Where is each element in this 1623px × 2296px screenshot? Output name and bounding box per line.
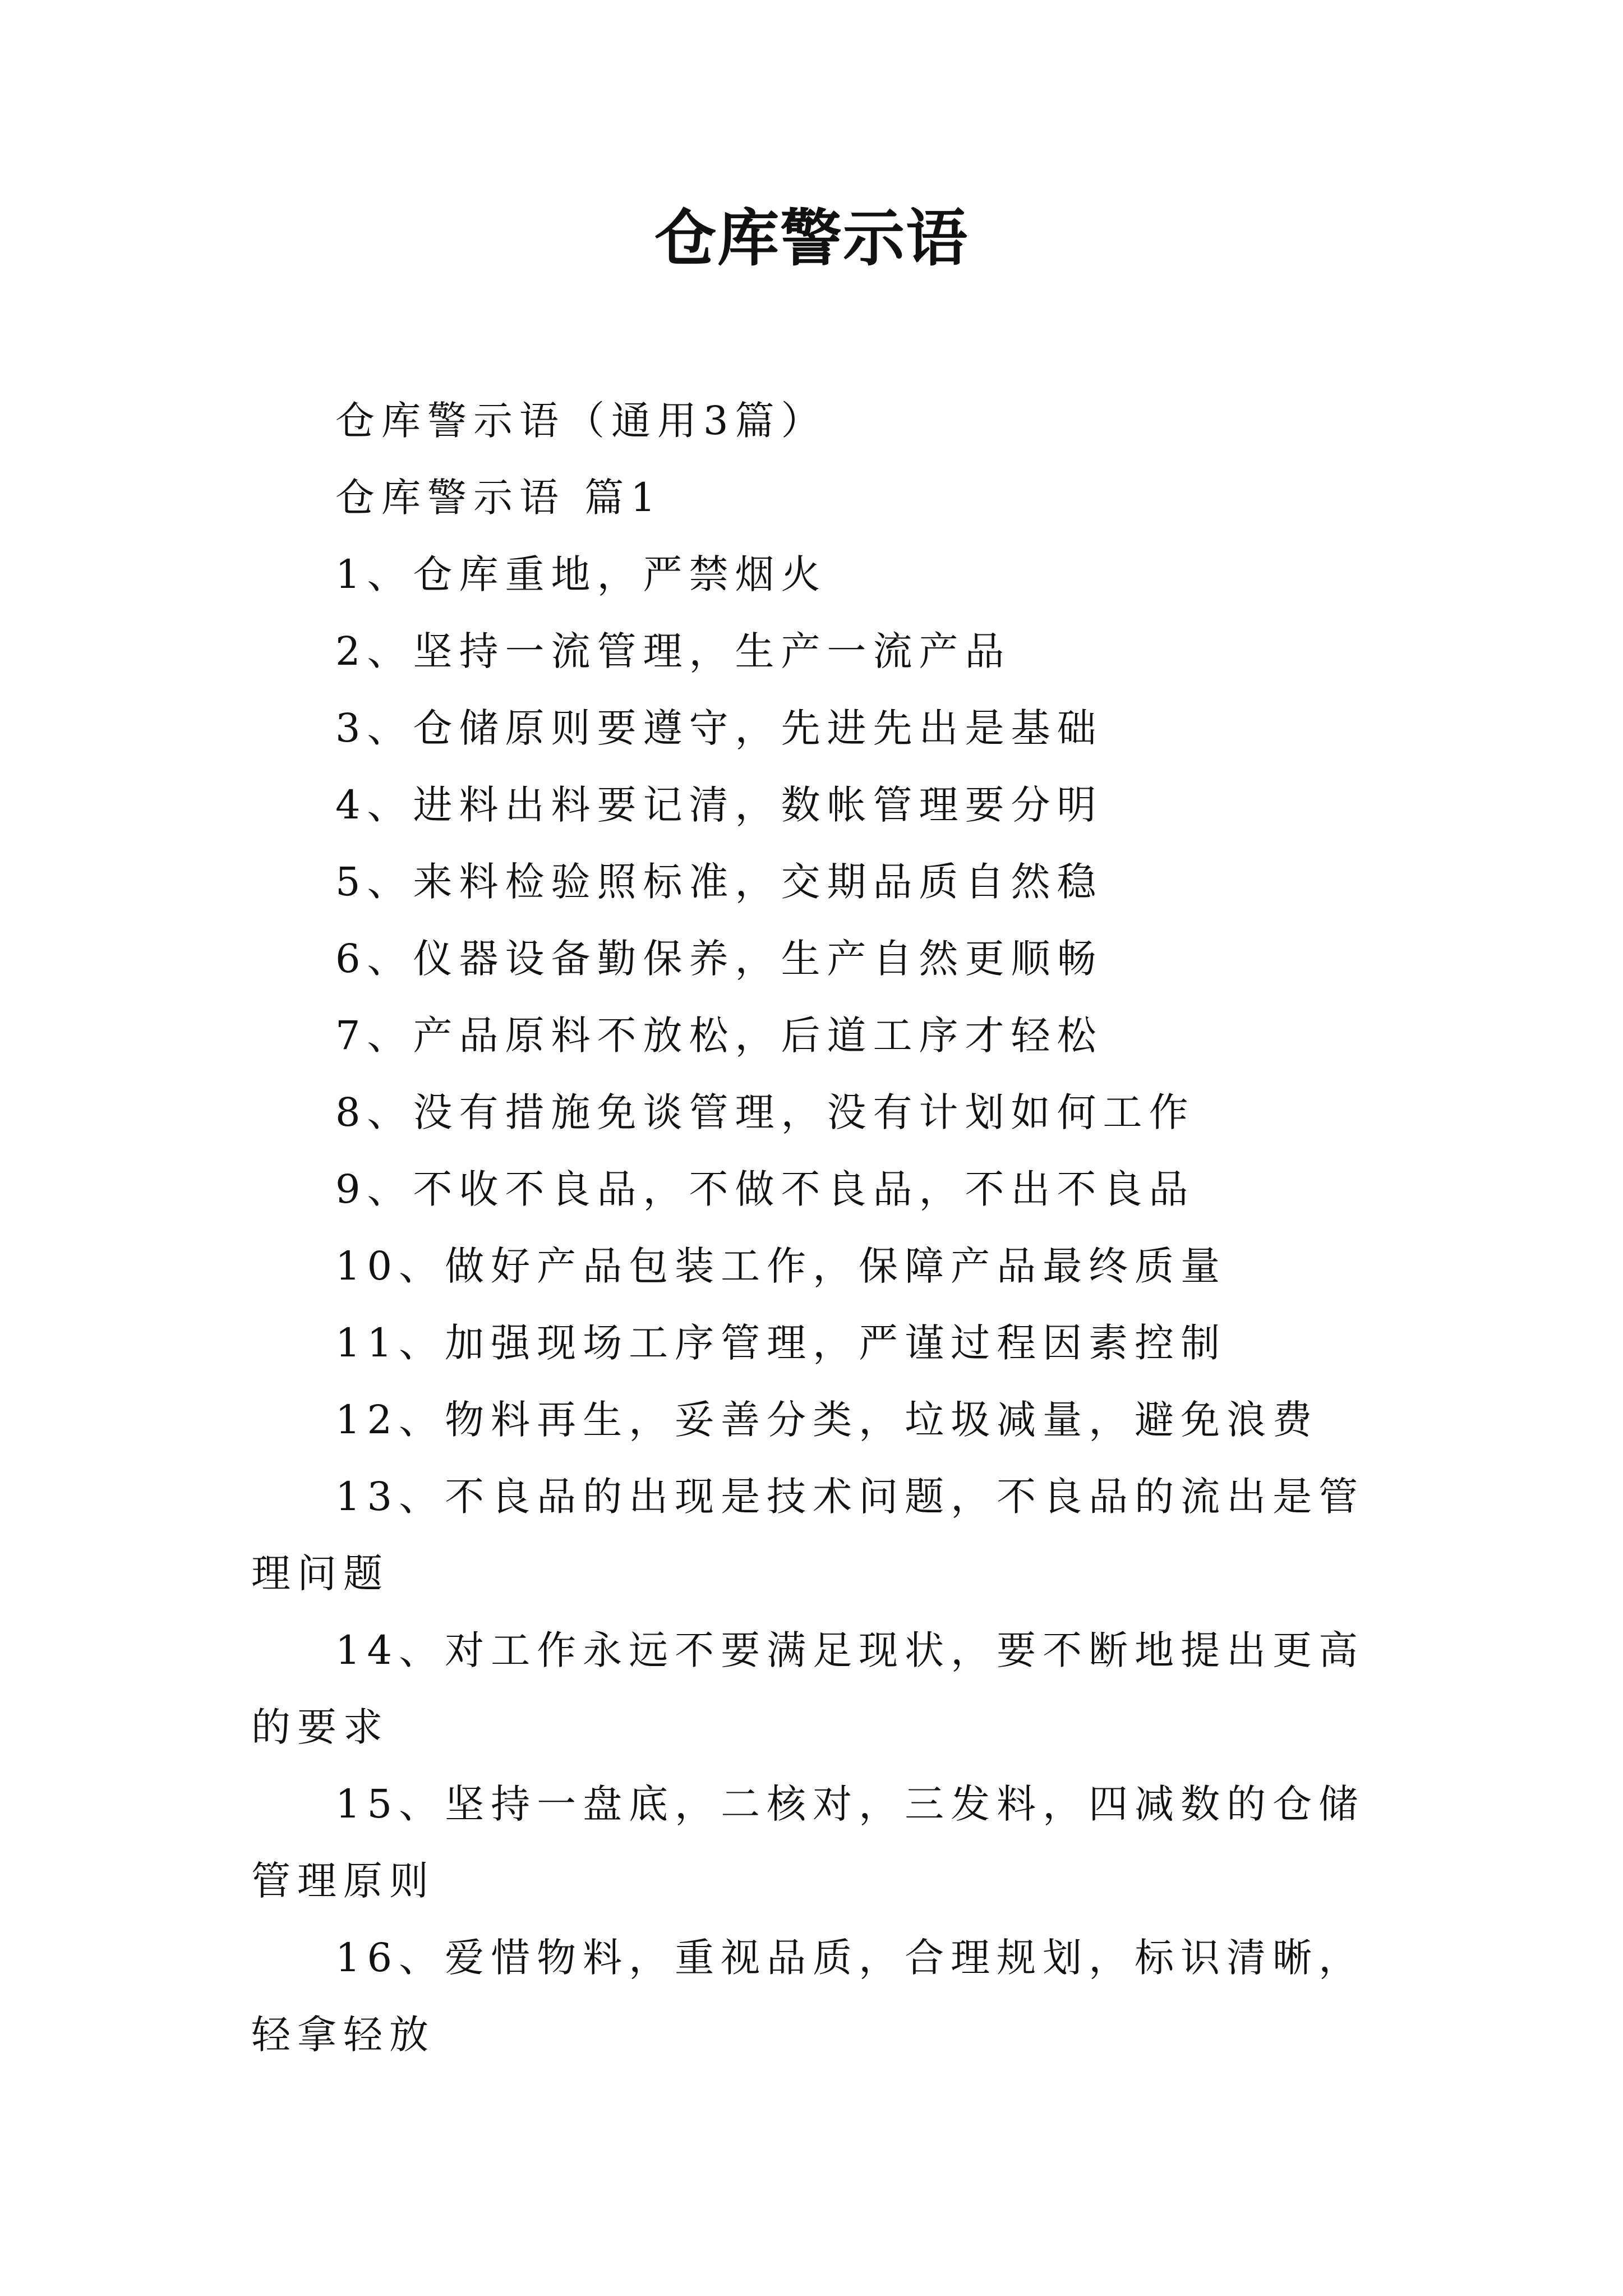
paragraph-item-7: 7、产品原料不放松，后道工序才轻松 [335, 1013, 1103, 1059]
document-body [251, 383, 1390, 2073]
paragraph-item-6: 6、仪器设备勤保养，生产自然更顺畅 [335, 936, 1103, 982]
paragraph-item-2: 2、坚持一流管理，生产一流产品 [335, 628, 1011, 674]
paragraph-item-15: 15、坚持一盘底，二核对，三发料，四减数的仓储管理原则 [251, 1781, 1365, 1904]
document-title: 仓库警示语 [654, 202, 969, 274]
paragraph-item-3: 3、仓储原则要遵守，先进先出是基础 [335, 705, 1103, 751]
paragraph-item-13: 13、不良品的出现是技术问题，不良品的流出是管理问题 [251, 1474, 1365, 1596]
paragraph-item-9: 9、不收不良品，不做不良品，不出不良品 [335, 1166, 1195, 1212]
paragraph-item-5: 5、来料检验照标准，交期品质自然稳 [335, 859, 1103, 905]
paragraph-item-8: 8、没有措施免谈管理，没有计划如何工作 [335, 1089, 1195, 1135]
paragraph-subtitle: 仓库警示语（通用3篇） [335, 398, 827, 444]
paragraph-item-14: 14、对工作永远不要满足现状，要不断地提出更高的要求 [251, 1627, 1365, 1750]
paragraph-item-1: 1、仓库重地，严禁烟火 [335, 551, 827, 597]
paragraph-item-4: 4、进料出料要记清，数帐管理要分明 [335, 782, 1103, 828]
paragraph-item-10: 10、做好产品包装工作，保障产品最终质量 [335, 1243, 1227, 1289]
paragraph-section-heading: 仓库警示语 篇1 [335, 475, 662, 521]
paragraph-item-12: 12、物料再生，妥善分类，垃圾减量，避免浪费 [335, 1397, 1319, 1443]
paragraph-item-16: 16、爱惜物料，重视品质，合理规划，标识清晰，轻拿轻放 [251, 1935, 1365, 2058]
paragraph-item-11: 11、加强现场工序管理，严谨过程因素控制 [335, 1320, 1227, 1366]
